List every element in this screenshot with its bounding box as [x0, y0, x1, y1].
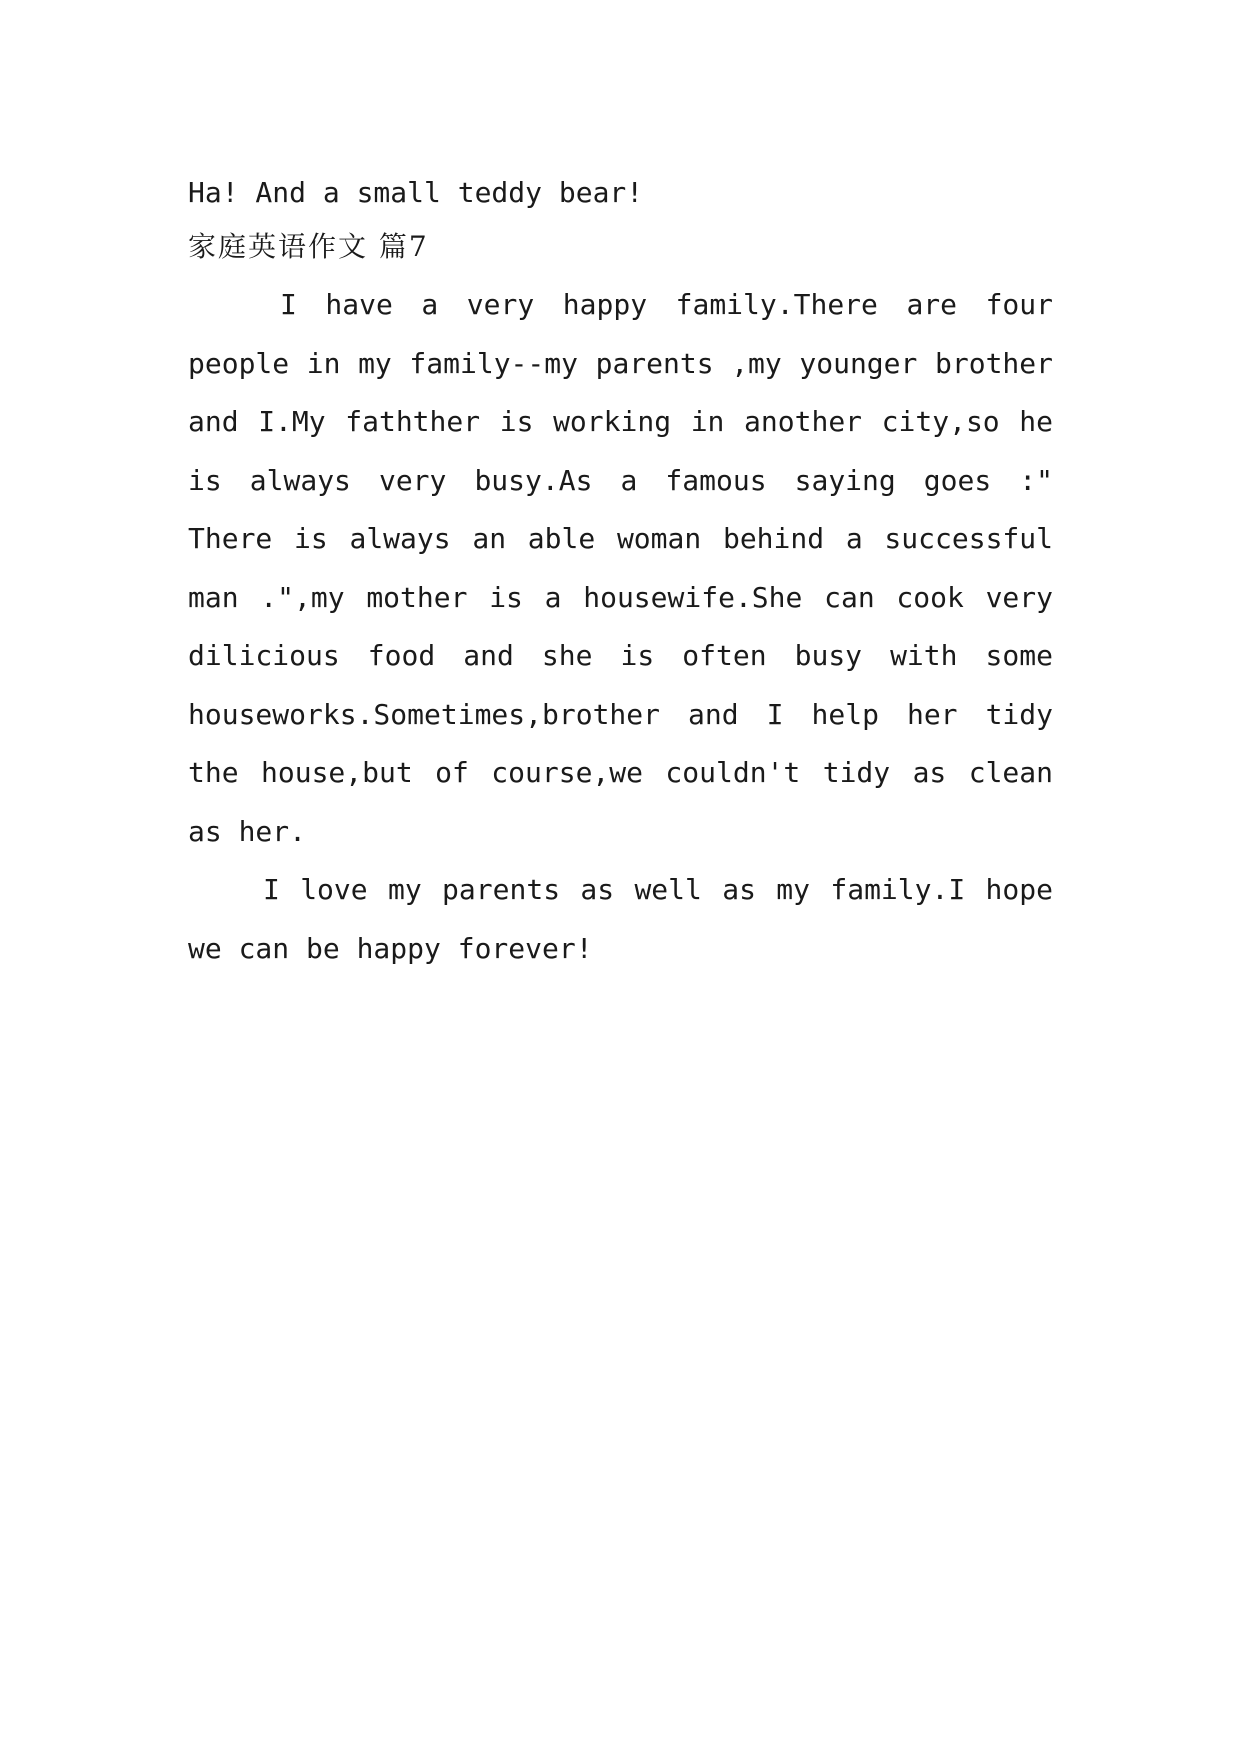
paragraph-1-line: I have a very happy family.There are four	[280, 288, 1053, 321]
paragraph-2-line: we can be happy forever!	[188, 931, 593, 965]
document-page	[188, 168, 1053, 978]
paragraph-1-line: as her.	[188, 814, 307, 848]
paragraph-1-line: man .",my mother is a housewife.She can cook very	[188, 580, 1053, 614]
paragraph-1-line: people in my family--my parents ,my younger brother	[188, 346, 1053, 380]
paragraph-1-line: is always very busy.As a famous saying goes :"	[188, 463, 1053, 497]
paragraph-1-line: houseworks.Sometimes,brother and I help her tidy	[188, 697, 1053, 731]
paragraph-1-line: dilicious food and she is often busy with some	[188, 639, 1053, 672]
section-heading: 家庭英语作文 篇7	[188, 230, 429, 263]
paragraph-1	[188, 276, 1053, 861]
paragraph-1-line: There is always an able woman behind a successful	[188, 522, 1053, 555]
paragraph-1-line: and I.My fathther is working in another city,so he	[188, 405, 1053, 438]
paragraph-2-line: I love my parents as well as my family.I hope	[263, 873, 1053, 906]
paragraph-1-line: the house,but of course,we couldn't tidy as clean	[188, 756, 1053, 789]
paragraph-2	[188, 861, 1053, 978]
intro-line: Ha! And a small teddy bear!	[188, 176, 644, 209]
